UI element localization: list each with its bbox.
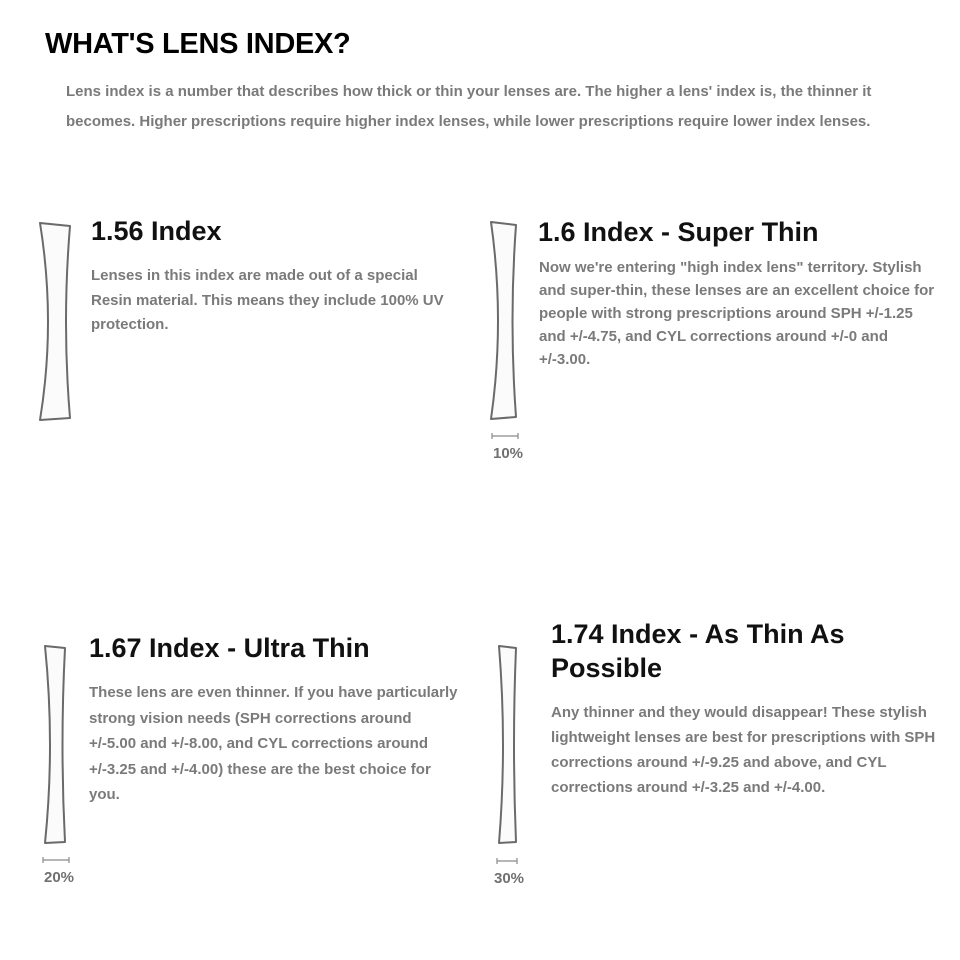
thinness-percentage: 20% xyxy=(44,869,75,886)
thickness-ruler-icon xyxy=(491,427,519,445)
card-description-1-67: These lens are even thinner. If you have particularly strong vision needs (SPH corrections around +/-5.00 and +/-8.00, and CYL corrections around +/-3.25 and +/-4.00) these are the best choice for you. xyxy=(89,684,458,803)
lens-profile-icon xyxy=(36,221,76,423)
thinness-percentage: 10% xyxy=(493,445,524,462)
card-description-1-74: Any thinner and they would disappear! These stylish lightweight lenses are best for prescriptions with SPH corrections around +/-9.25 and above, and CYL corrections around +/-3.25 and +/-4.00. xyxy=(551,704,936,796)
intro-paragraph: Lens index is a number that describes how thick or thin your lenses are. The higher a lens' index is, the thinner it becomes. Higher prescriptions require higher index lenses, while lower prescriptions require lower index lenses. xyxy=(66,83,872,130)
card-title-1-67: 1.67 Index - Ultra Thin xyxy=(89,633,370,663)
page-title: WHAT'S LENS INDEX? xyxy=(45,28,351,60)
card-title-1-74: 1.74 Index - As Thin As Possible xyxy=(551,619,845,683)
thinness-percentage: 30% xyxy=(494,870,525,887)
card-description-1-6: Now we're entering "high index lens" territory. Stylish and super-thin, these lenses are an excellent choice for people with strong prescriptions around SPH +/-1.25 and +/-4.75, and CYL corrections around +/-0 and +/-3.00. xyxy=(539,259,935,368)
thickness-ruler-icon xyxy=(42,851,70,869)
card-description-1-56: Lenses in this index are made out of a special Resin material. This means they include 100% UV protection. xyxy=(91,267,444,333)
thickness-ruler-icon xyxy=(496,852,518,870)
lens-profile-icon xyxy=(496,644,520,846)
lens-profile-icon xyxy=(42,644,70,846)
lens-profile-icon xyxy=(488,220,522,422)
card-title-1-56: 1.56 Index xyxy=(91,216,222,246)
card-title-1-6: 1.6 Index - Super Thin xyxy=(538,217,819,247)
